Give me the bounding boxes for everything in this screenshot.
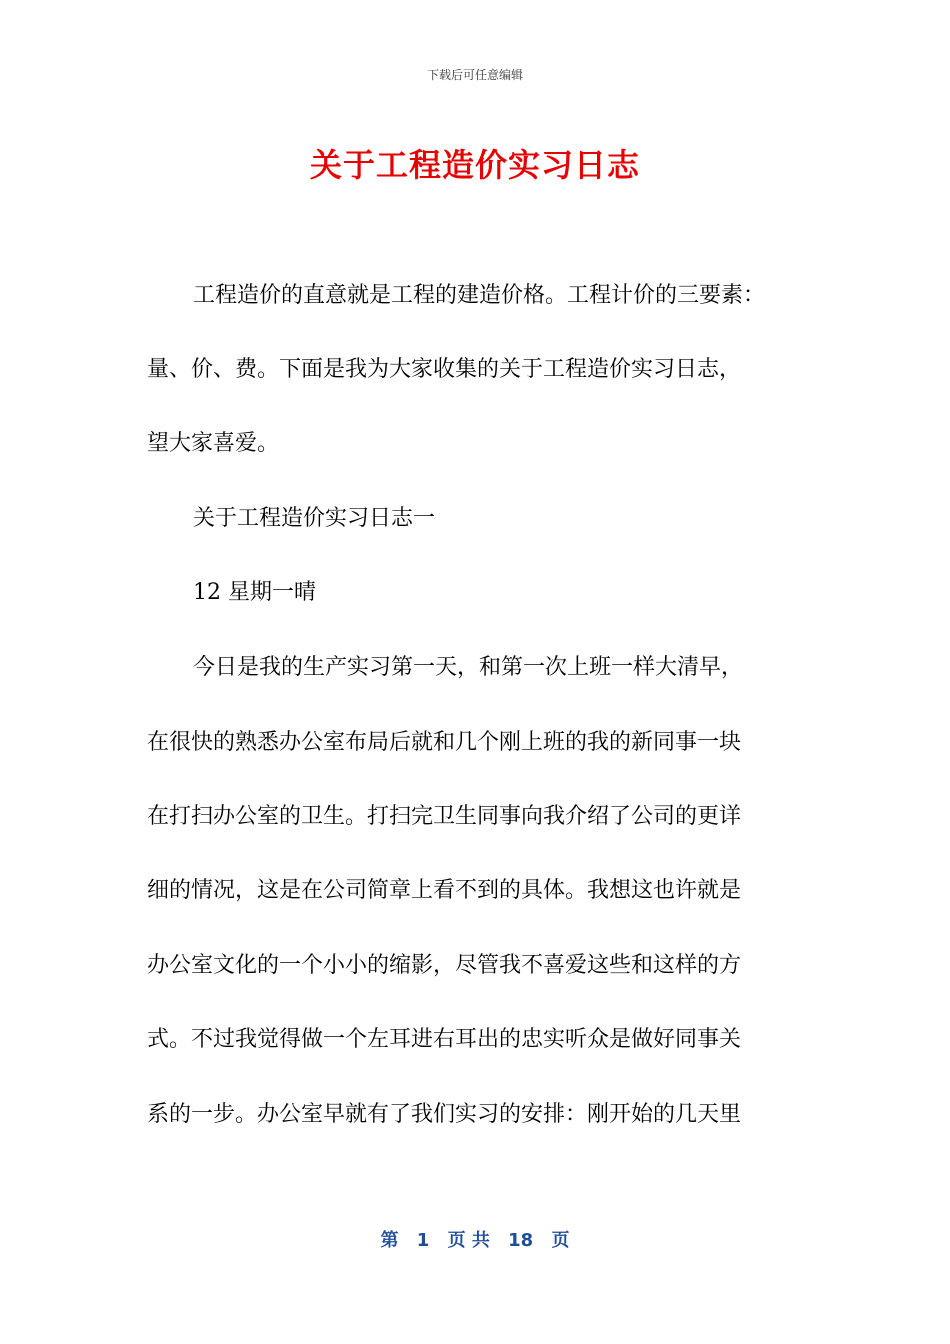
page-suffix: 页 — [551, 1230, 570, 1251]
diary-date: 12 星期一晴 — [193, 580, 316, 605]
section-heading: 关于工程造价实习日志一 — [193, 506, 436, 531]
body-line: 今日是我的生产实习第一天，和第一次上班一样大清早， — [193, 655, 744, 680]
page-number: 1 — [416, 1230, 430, 1251]
body-line: 在很快的熟悉办公室布局后就和几个刚上班的我的新同事一块 — [147, 730, 742, 755]
page-footer — [0, 1226, 950, 1252]
page-middle: 页 共 — [447, 1230, 490, 1251]
body-line: 量、价、费。下面是我为大家收集的关于工程造价实习日志， — [147, 357, 742, 382]
body-line: 系的一步。办公室早就有了我们实习的安排：刚开始的几天里 — [147, 1102, 742, 1127]
header-note: 下载后可任意编辑 — [426, 68, 523, 82]
body-line: 式。不过我觉得做一个左耳进右耳出的忠实听众是做好同事关 — [147, 1027, 742, 1052]
document-title: 关于工程造价实习日志 — [309, 146, 640, 184]
body-line: 办公室文化的一个小小的缩影，尽管我不喜爱这些和这样的方 — [147, 953, 742, 978]
body-line: 在打扫办公室的卫生。打扫完卫生同事向我介绍了公司的更详 — [147, 804, 742, 829]
body-line: 工程造价的直意就是工程的建造价格。工程计价的三要素： — [193, 283, 766, 308]
body-line: 细的情况，这是在公司简章上看不到的具体。我想这也许就是 — [147, 878, 742, 903]
body-line: 望大家喜爱。 — [147, 431, 280, 456]
total-pages: 18 — [508, 1230, 534, 1251]
page-prefix: 第 — [380, 1230, 399, 1251]
